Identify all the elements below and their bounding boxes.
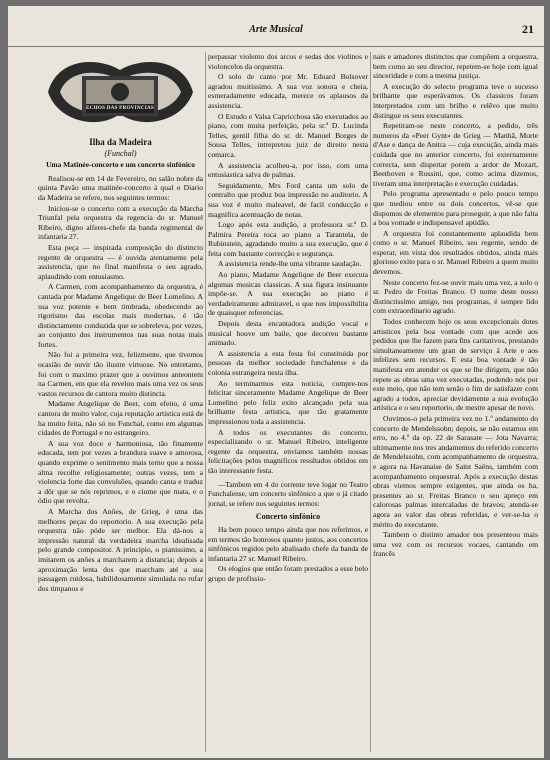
paragraph: A assistencia rende-lhe uma vibrante saudação. [218, 259, 362, 269]
paragraph: Seguidamente, Mrs Ford canta um solo de contralto que produz boa impressão no auditorio. A sua voz é muito maleavel, de facil conducção e magnifica acentuação de notas. [208, 180, 368, 219]
column-divider [205, 52, 206, 752]
paragraph: Ao terminarmos esta noticia, cumpre-nos felicitar sinceramente Madame Angelique de Beer Lomelino pelo feliz exito alcançado pela sua brilhante festa artistica, que tão gratamente impressionou toda a assistencia. [208, 378, 368, 426]
paragraph: A execução do selecto programa teve o sucesso brilhante que esperávamos. Os classicos foram interpretados com um brilho e relêvo que muito distingue os seus executantes. [373, 81, 538, 120]
paragraph: Realisou-se em 14 de Fevereiro, no salão nobre da quinta Pavão uma matinée-concerto á qual o Diario da Madeira se refere, nos seguintes termos: [38, 173, 203, 202]
paragraph: Pelo programa apresentado e pelo pouco tempo que mediou entre os dois concertos, vê-se que dispomos de elementos para proseguir, a que não falta a boa vontade e indispensavel aptidão. [373, 189, 538, 228]
column-3 [373, 52, 538, 752]
paragraph: Logo após esta audição, a professora sr.ª D. Palmira Pereira toca ao piano a Tarantela, de Rubinstein, agradando muito a sua execução, que é feita com bastante correcção e segurança. [208, 220, 368, 258]
paragraph: Ao piano, Madame Angelique de Beer executa algumas musicas classicas. A sua figura insinuante impõe-se. A sua execução ao piano é verdadeiramente admiravel, o que nos impossibilita de quaisquer referencias. [208, 270, 368, 318]
paragraph: Os elogios que então foram prestados a esse belo grupo de profissio- [208, 564, 368, 583]
paragraph: Tambem o distinto amador nos presenteou mais uma vez com os recursos vocaes, cantando em francês [373, 530, 538, 559]
page-header [8, 6, 544, 47]
section-subtitle: (Funchal) [104, 148, 137, 158]
paragraph: A sua voz doce e harmoniosa, tão finamente educada, tem por vezes a brandura suave e amorosa, quando exprime o sentimento mais terno que a nossa alma recolhe religiosamente; outras vezes, tem a violencia forte das convulsões, quando canta e traduz a dôr que se nós reprimos, e o ciume que mata, e o ódio que revolta. [38, 438, 203, 506]
paragraph: Iniciou-se o concerto com a execução da Marcha Triunfal pela orquestra da regencia do sr. Manuel Ribeiro, digno alferes-chefe da banda regimental de infantaria 27. [38, 203, 203, 242]
paragraph: Neste concerto fez-se ouvir mais uma vez, a solo o sr. Pedro de Freitas Branco. O nome deste nosso distinctissimo amigo, nos programas, é sempre lido com extraordinario agrado. [373, 277, 538, 316]
paragraph: Madame Angelique de Beer, com efeito, é uma cantora de muito valor, cuja reputação artistica está de ha muito feita, não só no Funchal, como em algumas cidades de Portugal e no estrangeiro. [38, 399, 203, 438]
column-2 [208, 52, 368, 752]
paragraph: O solo de canto por Mr. Eduard Bolsover agradou muitissimo. A sua voz sonora e cheia, esmeradamente educada, merece os aplausos da assistencia. [208, 72, 368, 110]
ornament-caption: ECHOS DAS PROVINCIAS [86, 105, 154, 111]
paragraph: A assistencia acolheu-a, por isso, com uma entusiastica salva de palmas. [208, 160, 368, 180]
paragraph: nais e amadores distinctos que compõem a orquestra, bem como ao seu director, repetem-se hoje com igual sinceridade e com a mesma justiça. [373, 52, 538, 81]
section-title: Ilha da Madeira [89, 137, 152, 147]
section-description: Uma Matinée-concerto e um concerto sinfónico [46, 160, 195, 170]
journal-title: Arte Musical [249, 24, 303, 35]
paragraph: Depois desta encantadora audição vocal e musical houve um baile, que decorreu bastante animado. [208, 319, 368, 348]
paragraph: A orquestra foi constantemente aplaudida bem como o sr. Manuel Ribeiro, seu regente, sendo de esperar, em vista dos resultados obtidos, ainda mais glorioso exito para o sr. Manuel Ribeiro a quem muito devemos. [373, 228, 538, 277]
paragraph: Não foi a primeira vez, felizmente, que tivemos ocasião de ouvir tão ilustre virtuose. No entretanto, foi com o maximo prazer que a ouvimos anteontem na Carmen, em que ela revelou mais uma vez os seus vastos recursos de cantora muito distincta. [38, 350, 203, 398]
newspaper-page [8, 6, 544, 758]
column-1 [38, 52, 203, 752]
paragraph: perpassar violento dos arcos e sedas dos violinos e violoncelos da orquestra. [208, 52, 368, 71]
paragraph: Ouvimos-o pela primeira vez no 1.º andamento do concerto de Mendelssohn; depois, se não estamos em erro, no 4.º da op. 22 de Sarasate — Jota Navarra; ultimamente nos tres andamentos do referido concerto de Mendelssohn, com acompanhamento de orquestra, e agora na Havanaise de Saint Saëns, também com acompanhamento orquestral. Após a execução destas obras viemos sempre exigentes, que ainda os ha, presentes ao sr. Freitas Branco o seu apreço em calorosas palmas intercaladas de bravos; atenda-se agora ao valor das obras referidas, e ver-se-ha o mérito do executante. [373, 413, 538, 529]
paragraph: —Tambem em 4 do corrente teve logar no Teatro Funchalense, um concerto sinfónico a que o já citado jornal, se refere nos seguintes termos: [208, 479, 368, 508]
paragraph: Repetiram-se neste concerto, a pedido, três numeros da «Peer Gynt» de Grieg — Manhã, Morte d'Ase e dança de Anitra — cuja execução, ainda mais cuidada que no anterior concerto, foi externamente correcta, sem dispertar porem a ardor de Mozart, Beethoven e Rossini, que, como acima dizemos, tiveram uma interpretação e execução cuidadas. [373, 121, 538, 188]
paragraph: O Estudo e Valsa Capricchosa são executados ao piano, com muita perfeição, pela sr.ª D. Lucinda Telles, gentil filha do sr. dr. Manuel Borges de Sousa Telles, intrepretou juiz de direito nesta comarca. [208, 111, 368, 159]
page-number: 21 [522, 22, 534, 36]
paragraph: Ha bem pouco tempo ainda que nos referimos, e em termos tão honrosos quanto justos, aos concertos sinfónicos regidos pelo abalisado chefe da banda de infantaria 27 sr. Manuel Ribeiro. [208, 524, 368, 563]
paragraph: A assistencia a esta festa foi constituida por pessoas da melhor sociedade funchalense e da colonia estrangeira nesta ilha. [208, 348, 368, 377]
paragraph: A Carmen, com acompanhamento da orquestra, é cantada por Madame Angelique de Beer Lomelino. A sua voz potente e bem timbrada, obedecendo ao rigorismo das escolas mais modernas, é tão distinctamente conduzida que se sobreleva, por vezes, ao conjunto dos instrumentos nas suas notas mais fortes. [38, 282, 203, 349]
subsection-title: Concerto sinfónico [255, 512, 321, 522]
section-ornament [38, 52, 203, 134]
column-divider [370, 52, 371, 752]
ornament-illustration [38, 52, 203, 134]
paragraph: Todos conhecem hoje os seus excepcionais dotes artisticos pela boa vontade com que acede aos pedidos que lhe fazem para fins caritativos, prestando simultaneamente um gran de serviço á Arte e aos infelizes sem recursos. E esta boa vontade é tão manifesta em atender os que se lhe dirigem, que não repete as obras uma vez executadas, podendo nós por este meio, que não tem senão o fim de satisfazer com agrado a todos, apreciar devidamente a sua evolução artistica e o seu reportorio, de mestre apesar de novo. [373, 317, 538, 413]
paragraph: A Marcha dos Anões, de Grieg, é uma das melhores peças do reportorio. A sua execução pela orquestra não póde ser melhor. Ela dá-nos a impressão natural da verdadeira marcha idealisada pelo grande compositor. A principio, o pianissimo, a imitarem os anões a marcharem a distancia; depois a aproximação lenta dos que marcham até a sua passagem ruidosa, habilidosamente simulada no rufar dos timpanos e [38, 506, 203, 593]
paragraph: Esta peça — inspirada composição do distincto regente de orquestra — é ouvida atentamente pela assistencia, que no final manifesta o seu agrado, aplaudindo com entusiasmo. [38, 242, 203, 281]
paragraph: A todos os executantes do concerto, especialisando o sr. Manuel Ribeiro, inteligente regente da orquestra, envíamos também nossas felicitações pelos magnificos resultados obtidos em tão interessante festa. [208, 427, 368, 475]
